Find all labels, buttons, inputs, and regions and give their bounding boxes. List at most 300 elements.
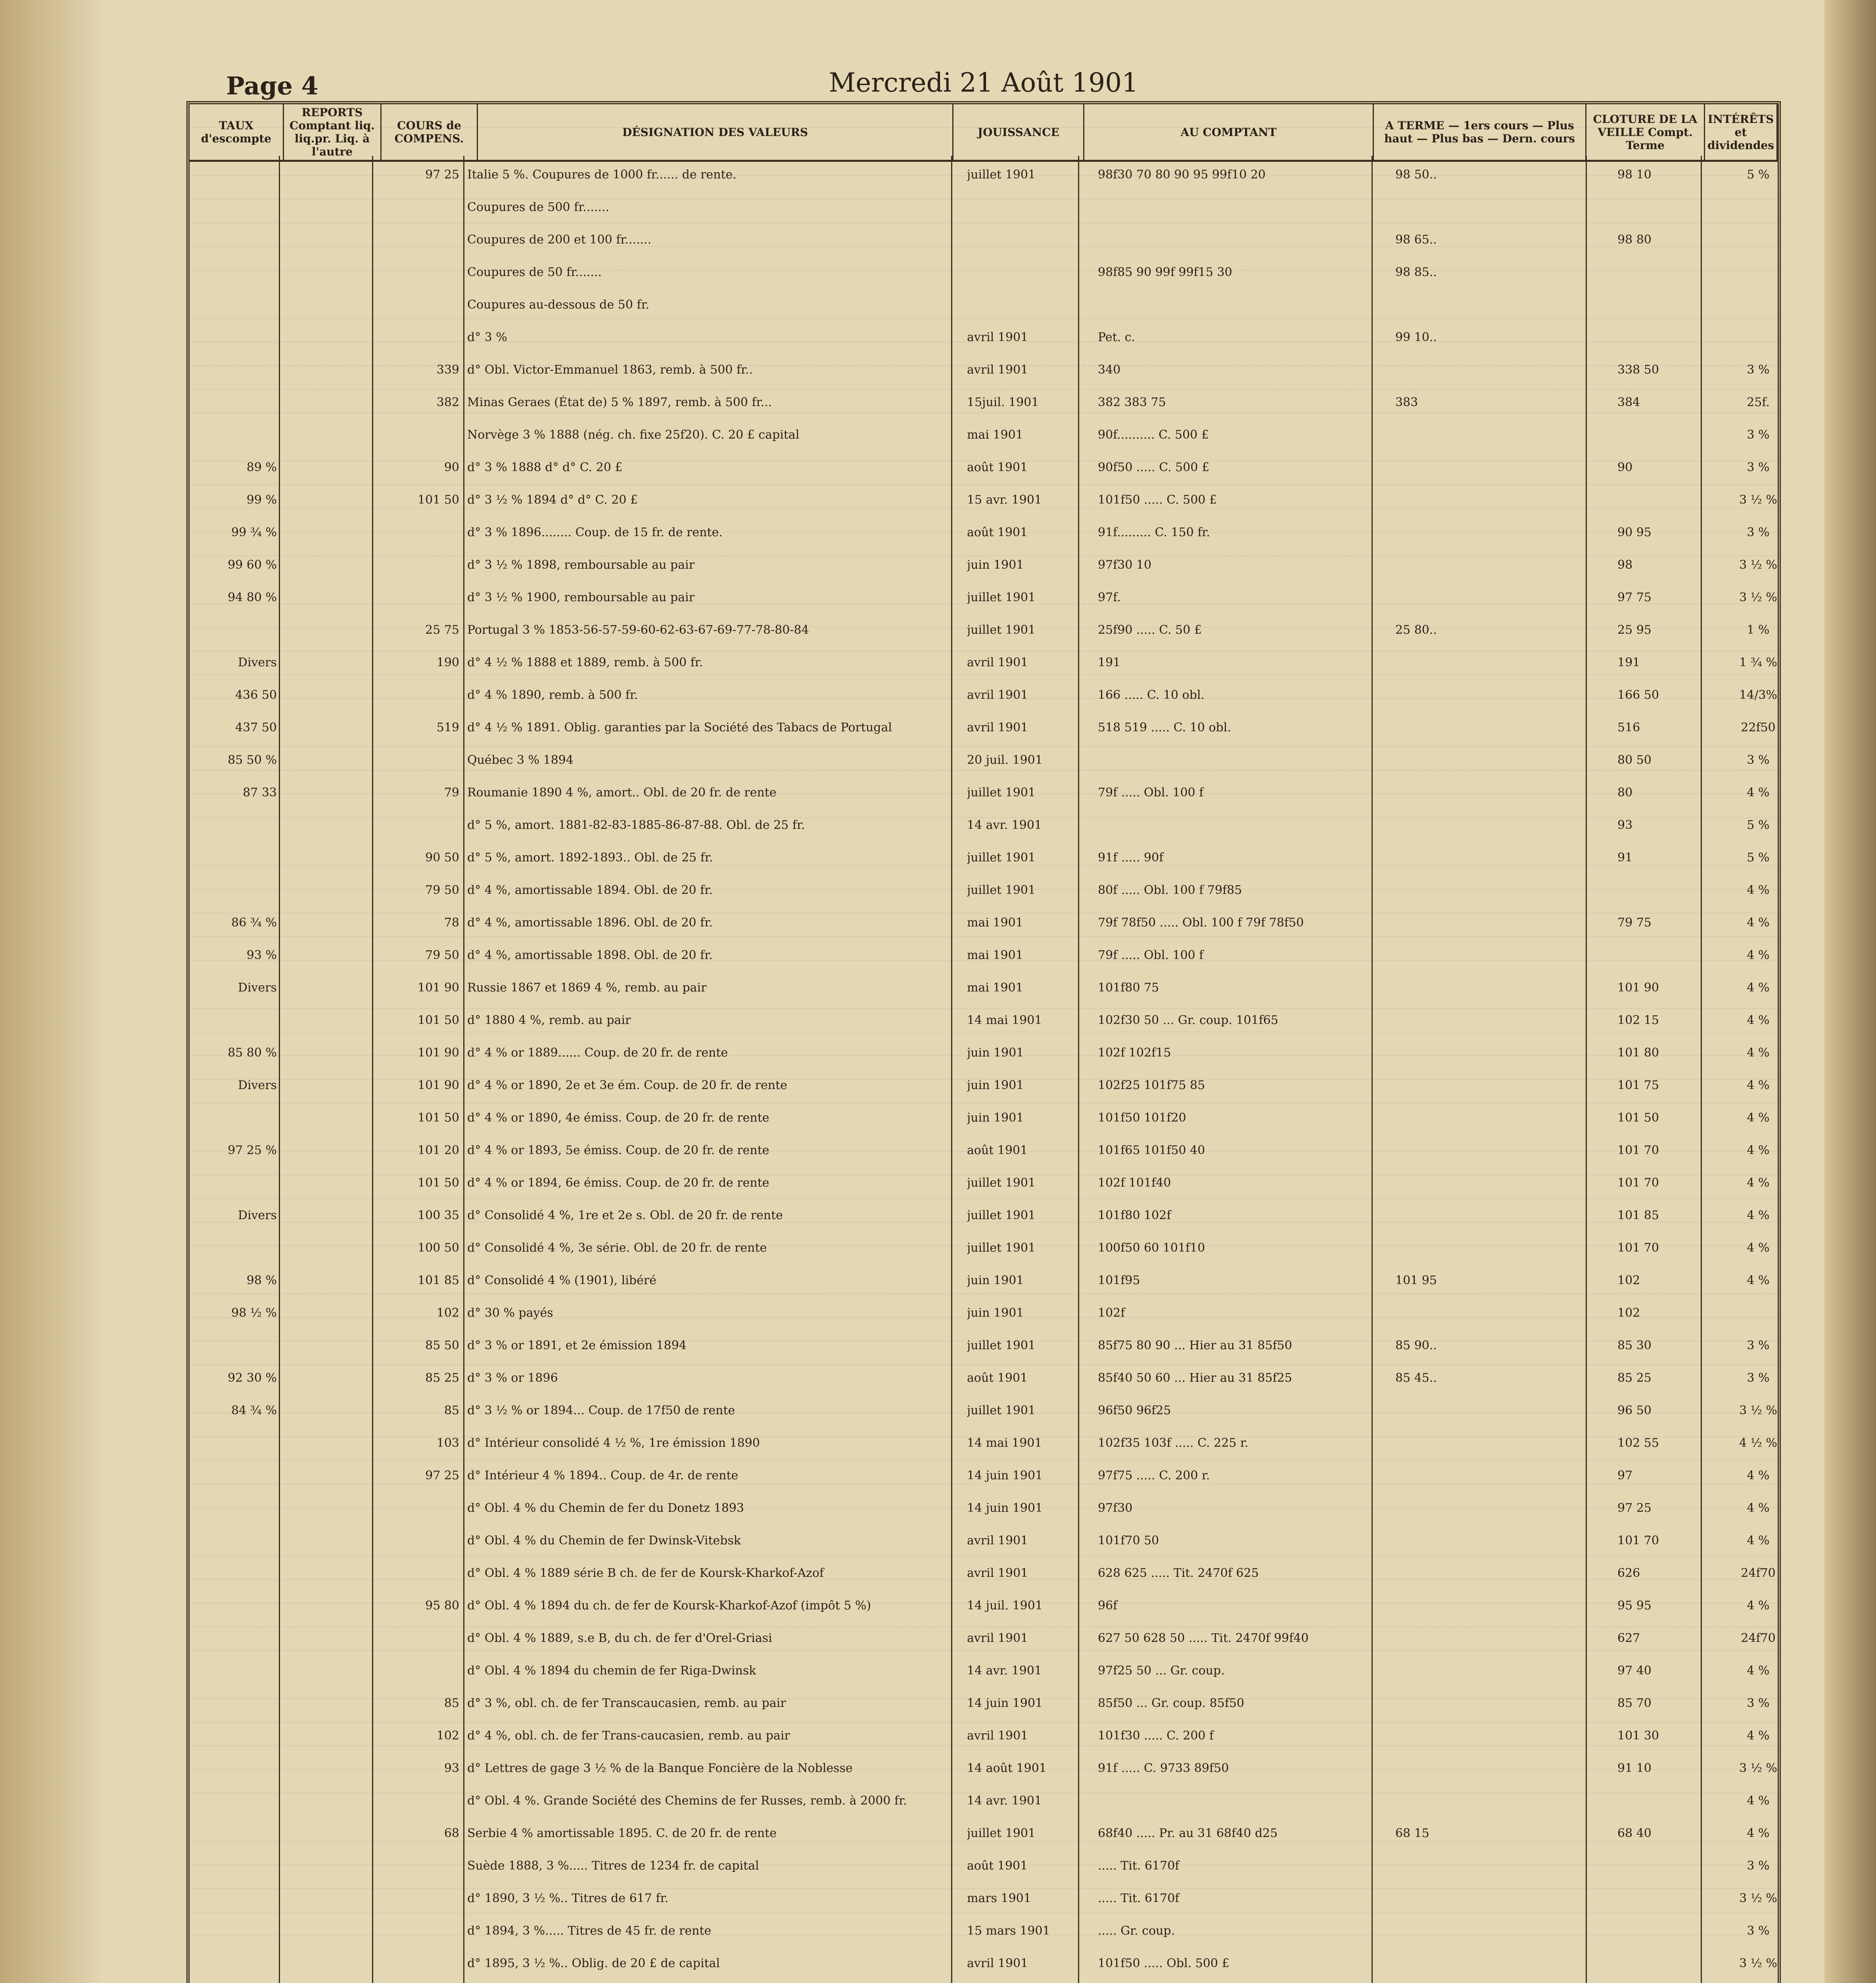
designation-cell: Coupures de 50 fr....... <box>467 265 602 279</box>
designation-cell: d° Obl. 4 % 1889 série B ch. de fer de Koursk-Kharkof-Azof <box>467 1566 824 1580</box>
jouissance-cell: 14 août 1901 <box>967 1761 1047 1775</box>
cours-cell: 103 <box>436 1436 459 1450</box>
comptant-cell: 68f40 ..... Pr. au 31 68f40 d25 <box>1098 1826 1278 1840</box>
comptant-cell: 25f90 ..... C. 50 £ <box>1098 623 1202 637</box>
taux-cell: 84 ¾ % <box>231 1404 277 1417</box>
cloture-cell: 93 <box>1617 818 1633 832</box>
cours-cell: 85 25 <box>425 1371 459 1385</box>
jouissance-cell: 14 juil. 1901 <box>967 1599 1043 1613</box>
cours-cell: 382 <box>436 395 459 409</box>
interets-cell: 4 % <box>1747 786 1770 800</box>
jouissance-cell: juillet 1901 <box>967 1208 1036 1222</box>
designation-cell: d° 4 ½ % 1888 et 1889, remb. à 500 fr. <box>467 656 703 669</box>
interets-cell: 4 % <box>1747 1208 1770 1222</box>
table-row <box>190 522 1778 544</box>
cloture-cell: 97 <box>1617 1469 1633 1482</box>
table-row <box>190 391 1778 414</box>
cloture-cell: 85 25 <box>1617 1371 1652 1385</box>
comptant-cell: 98f30 70 80 90 95 99f10 20 <box>1098 168 1266 182</box>
terme-cell: 85 45.. <box>1395 1371 1437 1385</box>
taux-cell: 92 30 % <box>228 1371 277 1385</box>
col-reports: REPORTS Comptant liq. liq.pr. Liq. à l'autre <box>283 104 381 161</box>
interets-cell: 4 % <box>1747 1794 1770 1808</box>
table-row <box>190 326 1778 349</box>
cloture-cell: 101 70 <box>1617 1534 1659 1548</box>
table-row <box>190 456 1778 479</box>
cloture-cell: 90 <box>1617 460 1633 474</box>
interets-cell: 4 ½ % <box>1739 1436 1777 1450</box>
jouissance-cell: mars 1901 <box>967 1891 1031 1905</box>
cours-cell: 25 75 <box>425 623 459 637</box>
interets-cell: 4 % <box>1747 916 1770 930</box>
designation-cell: d° 4 % or 1894, 6e émiss. Coup. de 20 fr. de rente <box>467 1176 769 1190</box>
cours-cell: 101 90 <box>418 981 459 995</box>
interets-cell: 25f. <box>1747 395 1770 409</box>
jouissance-cell: mai 1901 <box>967 916 1023 930</box>
terme-cell: 383 <box>1395 395 1418 409</box>
cloture-cell: 101 50 <box>1617 1111 1659 1125</box>
cloture-cell: 98 <box>1617 558 1633 572</box>
taux-cell: 437 50 <box>235 721 277 735</box>
comptant-cell: 91f ..... C. 9733 89f50 <box>1098 1761 1229 1775</box>
designation-cell: d° 3 %, obl. ch. de fer Transcaucasien, remb. au pair <box>467 1696 786 1710</box>
taux-cell: 98 % <box>246 1273 277 1287</box>
jouissance-cell: avril 1901 <box>967 721 1028 735</box>
taux-cell: 99 ¾ % <box>231 525 277 539</box>
interets-cell: 5 % <box>1747 818 1770 832</box>
cloture-cell: 91 10 <box>1617 1761 1652 1775</box>
designation-cell: d° 1890, 3 ½ %.. Titres de 617 fr. <box>467 1891 669 1905</box>
jouissance-cell: mai 1901 <box>967 948 1023 962</box>
interets-cell: 14/3% <box>1739 688 1777 702</box>
terme-cell: 85 90.. <box>1395 1339 1437 1352</box>
comptant-cell: 102f30 50 ... Gr. coup. 101f65 <box>1098 1013 1279 1027</box>
taux-cell: 87 33 <box>243 786 277 800</box>
cours-cell: 68 <box>444 1826 459 1840</box>
cloture-cell: 102 55 <box>1617 1436 1659 1450</box>
cours-cell: 101 85 <box>418 1273 459 1287</box>
cours-cell: 90 50 <box>425 851 459 865</box>
jouissance-cell: avril 1901 <box>967 688 1028 702</box>
jouissance-cell: mai 1901 <box>967 428 1023 442</box>
interets-cell: 4 % <box>1747 948 1770 962</box>
interets-cell: 3 % <box>1747 1696 1770 1710</box>
jouissance-cell: 14 avr. 1901 <box>967 1794 1042 1808</box>
designation-cell: Coupures de 500 fr....... <box>467 200 610 214</box>
table-row <box>190 1627 1778 1649</box>
cours-cell: 190 <box>436 656 459 669</box>
designation-cell: d° Obl. 4 % 1894 du chemin de fer Riga-Dwinsk <box>467 1664 756 1678</box>
cloture-cell: 97 40 <box>1617 1664 1652 1678</box>
table-row <box>190 1432 1778 1454</box>
comptant-cell: 90f.......... C. 500 £ <box>1098 428 1209 442</box>
designation-cell: d° 3 % or 1896 <box>467 1371 558 1385</box>
comptant-cell: 85f50 ... Gr. coup. 85f50 <box>1098 1696 1245 1710</box>
table-row <box>190 652 1778 674</box>
cloture-cell: 191 <box>1617 656 1640 669</box>
designation-cell: d° 4 % or 1890, 4e émiss. Coup. de 20 fr. de rente <box>467 1111 769 1125</box>
designation-cell: d° 5 %, amort. 1892-1893.. Obl. de 25 fr. <box>467 851 713 865</box>
table-row <box>190 196 1778 219</box>
interets-cell: 3 % <box>1747 753 1770 767</box>
cloture-cell: 97 25 <box>1617 1501 1652 1515</box>
jouissance-cell: août 1901 <box>967 1143 1028 1157</box>
comptant-cell: 85f40 50 60 ... Hier au 31 85f25 <box>1098 1371 1292 1385</box>
interets-cell: 3 % <box>1747 525 1770 539</box>
designation-cell: d° Intérieur 4 % 1894.. Coup. de 4r. de rente <box>467 1469 739 1482</box>
designation-cell: d° Obl. 4 % du Chemin de fer du Donetz 1893 <box>467 1501 744 1515</box>
table-row <box>190 977 1778 999</box>
comptant-cell: ..... Tit. 6170f <box>1098 1891 1180 1905</box>
taux-cell: 97 25 % <box>228 1143 277 1157</box>
interets-cell: 5 % <box>1747 168 1770 182</box>
terme-cell: 98 85.. <box>1395 265 1437 279</box>
jouissance-cell: juillet 1901 <box>967 1339 1036 1352</box>
comptant-cell: 101f80 75 <box>1098 981 1159 995</box>
designation-cell: Portugal 3 % 1853-56-57-59-60-62-63-67-69-77-78-80-84 <box>467 623 809 637</box>
cloture-cell: 98 10 <box>1617 168 1652 182</box>
comptant-cell: 191 <box>1098 656 1121 669</box>
cloture-cell: 102 15 <box>1617 1013 1659 1027</box>
table-row <box>190 717 1778 739</box>
cloture-cell: 101 70 <box>1617 1176 1659 1190</box>
designation-cell: d° 4 %, obl. ch. de fer Trans-caucasien, remb. au pair <box>467 1729 790 1743</box>
interets-cell: 3 % <box>1747 1339 1770 1352</box>
cloture-cell: 384 <box>1617 395 1640 409</box>
page-date: Mercredi 21 Août 1901 <box>829 67 1139 98</box>
table-row <box>190 1822 1778 1845</box>
designation-cell: d° 4 % or 1893, 5e émiss. Coup. de 20 fr. de rente <box>467 1143 769 1157</box>
table-row <box>190 1465 1778 1487</box>
comptant-cell: 96f <box>1098 1599 1118 1613</box>
cours-cell: 101 50 <box>418 1013 459 1027</box>
interets-cell: 3 ½ % <box>1739 1761 1777 1775</box>
jouissance-cell: avril 1901 <box>967 1566 1028 1580</box>
table-row <box>190 1302 1778 1324</box>
cours-cell: 101 20 <box>418 1143 459 1157</box>
jouissance-cell: avril 1901 <box>967 363 1028 377</box>
table-row <box>190 359 1778 381</box>
designation-cell: d° 4 ½ % 1891. Oblig. garanties par la Société des Tabacs de Portugal <box>467 721 892 735</box>
jouissance-cell: 14 juin 1901 <box>967 1696 1043 1710</box>
interets-cell: 3 ½ % <box>1739 558 1777 572</box>
table-row <box>190 879 1778 901</box>
jouissance-cell: juin 1901 <box>967 1078 1024 1092</box>
cours-cell: 85 <box>444 1696 459 1710</box>
interets-cell: 3 ½ % <box>1739 591 1777 604</box>
interets-cell: 4 % <box>1747 1664 1770 1678</box>
cloture-cell: 95 95 <box>1617 1599 1652 1613</box>
comptant-cell: 101f30 ..... C. 200 f <box>1098 1729 1214 1743</box>
jouissance-cell: juillet 1901 <box>967 1826 1036 1840</box>
table-row <box>190 1725 1778 1747</box>
comptant-cell: 102f <box>1098 1306 1125 1320</box>
comptant-cell: 627 50 628 50 ..... Tit. 2470f 99f40 <box>1098 1631 1309 1645</box>
interets-cell: 3 % <box>1747 428 1770 442</box>
cloture-cell: 101 70 <box>1617 1241 1659 1255</box>
jouissance-cell: 14 mai 1901 <box>967 1436 1042 1450</box>
interets-cell: 5 % <box>1747 851 1770 865</box>
cloture-cell: 101 80 <box>1617 1046 1659 1060</box>
taux-cell: Divers <box>238 981 277 995</box>
interets-cell: 4 % <box>1747 1241 1770 1255</box>
table-row <box>190 782 1778 804</box>
designation-cell: d° 4 % or 1889...... Coup. de 20 fr. de rente <box>467 1046 728 1060</box>
cours-cell: 101 50 <box>418 493 459 507</box>
comptant-cell: 96f50 96f25 <box>1098 1404 1171 1417</box>
cours-cell: 90 <box>444 460 459 474</box>
interets-cell: 1 ¾ % <box>1739 656 1777 669</box>
comptant-cell: 628 625 ..... Tit. 2470f 625 <box>1098 1566 1259 1580</box>
comptant-cell: 101f70 50 <box>1098 1534 1159 1548</box>
comptant-cell: 101f50 ..... Obl. 500 £ <box>1098 1956 1230 1970</box>
cours-cell: 100 50 <box>418 1241 459 1255</box>
comptant-cell: 97f. <box>1098 591 1121 604</box>
cloture-cell: 166 50 <box>1617 688 1659 702</box>
jouissance-cell: juin 1901 <box>967 1306 1024 1320</box>
cours-cell: 101 50 <box>418 1176 459 1190</box>
jouissance-cell: juillet 1901 <box>967 623 1036 637</box>
cloture-cell: 101 70 <box>1617 1143 1659 1157</box>
right-page-edge <box>1824 0 1876 1983</box>
table-row <box>190 749 1778 771</box>
table-row <box>190 164 1778 186</box>
jouissance-cell: 15juil. 1901 <box>967 395 1039 409</box>
designation-cell: Coupures au-dessous de 50 fr. <box>467 298 650 312</box>
cloture-cell: 85 70 <box>1617 1696 1652 1710</box>
cloture-cell: 102 <box>1617 1273 1640 1287</box>
jouissance-cell: juillet 1901 <box>967 1404 1036 1417</box>
page-header <box>186 56 1781 99</box>
jouissance-cell: 14 mai 1901 <box>967 1013 1042 1027</box>
comptant-cell: 79f ..... Obl. 100 f <box>1098 948 1204 962</box>
interets-cell: 4 % <box>1747 981 1770 995</box>
jouissance-cell: août 1901 <box>967 1371 1028 1385</box>
jouissance-cell: 14 juin 1901 <box>967 1501 1043 1515</box>
designation-cell: d° Obl. 4 % 1894 du ch. de fer de Koursk-Kharkof-Azof (impôt 5 %) <box>467 1599 871 1613</box>
table-header <box>190 104 1778 162</box>
table-row <box>190 1074 1778 1097</box>
designation-cell: d° Obl. 4 % 1889, s.e B, du ch. de fer d'Orel-Griasi <box>467 1631 772 1645</box>
table-row <box>190 1270 1778 1292</box>
taux-cell: 99 % <box>246 493 277 507</box>
designation-cell: d° Consolidé 4 % (1901), libéré <box>467 1273 656 1287</box>
taux-cell: Divers <box>238 1078 277 1092</box>
jouissance-cell: 15 avr. 1901 <box>967 493 1042 507</box>
jouissance-cell: août 1901 <box>967 1859 1028 1873</box>
table-row <box>190 1139 1778 1162</box>
designation-cell: d° 4 % or 1890, 2e et 3e ém. Coup. de 20 fr. de rente <box>467 1078 787 1092</box>
taux-cell: Divers <box>238 1208 277 1222</box>
interets-cell: 4 % <box>1747 1599 1770 1613</box>
table-row <box>190 1562 1778 1584</box>
interets-cell: 4 % <box>1747 1078 1770 1092</box>
table-row <box>190 1497 1778 1519</box>
comptant-cell: 97f30 <box>1098 1501 1133 1515</box>
jouissance-cell: juin 1901 <box>967 1046 1024 1060</box>
cours-cell: 79 <box>444 786 459 800</box>
col-cloture: CLOTURE DE LA VEILLE Compt. Terme <box>1586 104 1704 161</box>
designation-cell: Minas Geraes (État de) 5 % 1897, remb. à 500 fr... <box>467 395 772 409</box>
designation-cell: d° Consolidé 4 %, 1re et 2e s. Obl. de 20 fr. de rente <box>467 1208 783 1222</box>
interets-cell: 4 % <box>1747 1534 1770 1548</box>
comptant-cell: 101f65 101f50 40 <box>1098 1143 1205 1157</box>
cours-cell: 79 50 <box>425 883 459 897</box>
cloture-cell: 91 <box>1617 851 1633 865</box>
comptant-cell: 100f50 60 101f10 <box>1098 1241 1205 1255</box>
table-row <box>190 1042 1778 1064</box>
table-row <box>190 1757 1778 1780</box>
interets-cell: 3 ½ % <box>1739 493 1777 507</box>
cloture-cell: 101 30 <box>1617 1729 1659 1743</box>
designation-cell: d° 4 %, amortissable 1894. Obl. de 20 fr. <box>467 883 713 897</box>
designation-cell: d° Consolidé 4 %, 3e série. Obl. de 20 fr. de rente <box>467 1241 767 1255</box>
designation-cell: d° 30 % payés <box>467 1306 553 1320</box>
interets-cell: 3 % <box>1747 460 1770 474</box>
designation-cell: d° 1895, 3 ½ %.. Oblig. de 20 £ de capital <box>467 1956 720 1970</box>
designation-cell: Russie 1867 et 1869 4 %, remb. au pair <box>467 981 707 995</box>
comptant-cell: 101f50 ..... C. 500 £ <box>1098 493 1217 507</box>
cloture-cell: 97 75 <box>1617 591 1652 604</box>
cours-cell: 100 35 <box>418 1208 459 1222</box>
table-row <box>190 1335 1778 1357</box>
col-taux: TAUX d'escompte <box>190 104 283 161</box>
taux-cell: 436 50 <box>235 688 277 702</box>
jouissance-cell: juin 1901 <box>967 558 1024 572</box>
taux-cell: 89 % <box>246 460 277 474</box>
table-row <box>190 912 1778 934</box>
table-row <box>190 814 1778 836</box>
cloture-cell: 626 <box>1617 1566 1640 1580</box>
taux-cell: 86 ¾ % <box>231 916 277 930</box>
cloture-cell: 68 40 <box>1617 1826 1652 1840</box>
jouissance-cell: juillet 1901 <box>967 786 1036 800</box>
taux-cell: 94 80 % <box>228 591 277 604</box>
designation-cell: d° Obl. 4 % du Chemin de fer Dwinsk-Vitebsk <box>467 1534 741 1548</box>
interets-cell: 3 % <box>1747 1859 1770 1873</box>
table-row <box>190 587 1778 609</box>
comptant-cell: Pet. c. <box>1098 330 1136 344</box>
designation-cell: d° Obl. Victor-Emmanuel 1863, remb. à 500 fr.. <box>467 363 753 377</box>
jouissance-cell: avril 1901 <box>967 656 1028 669</box>
col-designation: DÉSIGNATION DES VALEURS <box>477 104 953 161</box>
quotation-table <box>186 101 1781 1983</box>
interets-cell: 3 ½ % <box>1739 1891 1777 1905</box>
jouissance-cell: 14 avr. 1901 <box>967 818 1042 832</box>
terme-cell: 25 80.. <box>1395 623 1437 637</box>
jouissance-cell: juillet 1901 <box>967 1241 1036 1255</box>
table-row <box>190 261 1778 284</box>
interets-cell: 4 % <box>1747 1729 1770 1743</box>
cloture-cell: 79 75 <box>1617 916 1652 930</box>
cours-cell: 101 90 <box>418 1078 459 1092</box>
table-row <box>190 944 1778 967</box>
interets-cell: 4 % <box>1747 1826 1770 1840</box>
cours-cell: 85 <box>444 1404 459 1417</box>
table-row <box>190 619 1778 641</box>
interets-cell: 4 % <box>1747 1111 1770 1125</box>
table-row <box>190 1367 1778 1389</box>
page-number: Page 4 <box>226 71 318 100</box>
interets-cell: 4 % <box>1747 883 1770 897</box>
cours-cell: 101 90 <box>418 1046 459 1060</box>
table-row <box>190 1400 1778 1422</box>
jouissance-cell: juillet 1901 <box>967 591 1036 604</box>
designation-cell: d° Lettres de gage 3 ½ % de la Banque Foncière de la Noblesse <box>467 1761 853 1775</box>
jouissance-cell: 14 avr. 1901 <box>967 1664 1042 1678</box>
interets-cell: 4 % <box>1747 1013 1770 1027</box>
cours-cell: 95 80 <box>425 1599 459 1613</box>
comptant-cell: ..... Tit. 6170f <box>1098 1859 1180 1873</box>
jouissance-cell: juin 1901 <box>967 1111 1024 1125</box>
cloture-cell: 96 50 <box>1617 1404 1652 1417</box>
jouissance-cell: juillet 1901 <box>967 883 1036 897</box>
cloture-cell: 627 <box>1617 1631 1640 1645</box>
designation-cell: d° 4 %, amortissable 1898. Obl. de 20 fr. <box>467 948 713 962</box>
jouissance-cell: 14 juin 1901 <box>967 1469 1043 1482</box>
table-row <box>190 1660 1778 1682</box>
comptant-cell: 382 383 75 <box>1098 395 1166 409</box>
designation-cell: d° 3 % <box>467 330 507 344</box>
interets-cell: 3 % <box>1747 1924 1770 1938</box>
taux-cell: Divers <box>238 656 277 669</box>
designation-cell: d° 3 % 1896........ Coup. de 15 fr. de rente. <box>467 525 723 539</box>
designation-cell: d° 3 % or 1891, et 2e émission 1894 <box>467 1339 687 1352</box>
interets-cell: 4 % <box>1747 1273 1770 1287</box>
table-row <box>190 1204 1778 1227</box>
table-row <box>190 847 1778 869</box>
designation-cell: d° Intérieur consolidé 4 ½ %, 1re émission 1890 <box>467 1436 760 1450</box>
comptant-cell: 102f 101f40 <box>1098 1176 1171 1190</box>
designation-cell: Italie 5 %. Coupures de 1000 fr...... de rente. <box>467 168 737 182</box>
interets-cell: 22f50 <box>1741 721 1776 735</box>
table-row <box>190 489 1778 511</box>
interets-cell: 4 % <box>1747 1469 1770 1482</box>
designation-cell: d° 1894, 3 %..... Titres de 45 fr. de rente <box>467 1924 712 1938</box>
table-row <box>190 1107 1778 1129</box>
jouissance-cell: avril 1901 <box>967 1631 1028 1645</box>
cloture-cell: 101 75 <box>1617 1078 1659 1092</box>
designation-cell: Norvège 3 % 1888 (nég. ch. fixe 25f20). C. 20 £ capital <box>467 428 800 442</box>
jouissance-cell: avril 1901 <box>967 1534 1028 1548</box>
designation-cell: d° 1880 4 %, remb. au pair <box>467 1013 631 1027</box>
terme-cell: 99 10.. <box>1395 330 1437 344</box>
comptant-cell: 166 ..... C. 10 obl. <box>1098 688 1205 702</box>
designation-cell: d° Obl. 4 %. Grande Société des Chemins de fer Russes, remb. à 2000 fr. <box>467 1794 907 1808</box>
col-au-comptant: AU COMPTANT <box>1084 104 1373 161</box>
comptant-cell: 97f75 ..... C. 200 r. <box>1098 1469 1210 1482</box>
comptant-cell: 79f 78f50 ..... Obl. 100 f 79f 78f50 <box>1098 916 1304 930</box>
terme-cell: 101 95 <box>1395 1273 1437 1287</box>
table-row <box>190 554 1778 576</box>
taux-cell: 93 % <box>246 948 277 962</box>
col-cours: COURS de COMPENS. <box>381 104 477 161</box>
designation-cell: d° 4 % 1890, remb. à 500 fr. <box>467 688 638 702</box>
designation-cell: d° 3 ½ % 1898, remboursable au pair <box>467 558 695 572</box>
jouissance-cell: 15 mars 1901 <box>967 1924 1050 1938</box>
designation-cell: Coupures de 200 et 100 fr....... <box>467 233 652 247</box>
terme-cell: 98 65.. <box>1395 233 1437 247</box>
jouissance-cell: avril 1901 <box>967 1956 1028 1970</box>
comptant-cell: 85f75 80 90 ... Hier au 31 85f50 <box>1098 1339 1292 1352</box>
comptant-cell: 340 <box>1098 363 1121 377</box>
cours-cell: 97 25 <box>425 1469 459 1482</box>
designation-cell: d° 3 % 1888 d° d° C. 20 £ <box>467 460 623 474</box>
interets-cell: 3 % <box>1747 363 1770 377</box>
interets-cell: 3 ½ % <box>1739 1956 1777 1970</box>
table-row <box>190 1237 1778 1259</box>
interets-cell: 3 ½ % <box>1739 1404 1777 1417</box>
